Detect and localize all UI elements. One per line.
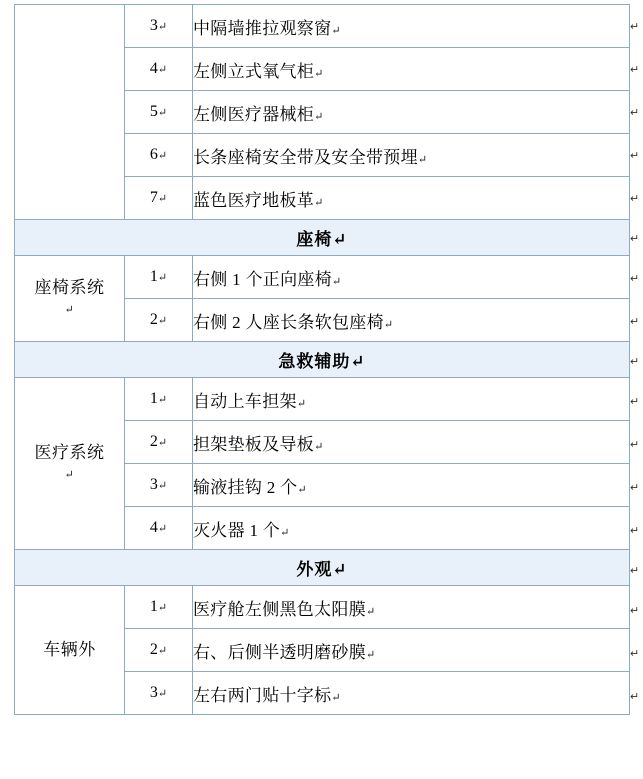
section-header-row: [15, 220, 630, 256]
section-title: 座椅↵: [15, 220, 630, 256]
paragraph-mark-icon: ↵: [331, 691, 341, 704]
item-number: 2↵: [125, 421, 193, 464]
paragraph-mark-icon: ↵: [314, 196, 324, 209]
item-text: 担架垫板及导板↵: [193, 421, 630, 464]
paragraph-mark-icon: ↵: [630, 691, 640, 703]
paragraph-mark-icon: ↵: [157, 437, 168, 449]
paragraph-mark-icon: ↵: [630, 482, 640, 494]
category-cell-continued: [15, 5, 125, 220]
paragraph-mark-icon: ↵: [417, 153, 428, 166]
section-title: 急救辅助↵: [15, 342, 630, 378]
item-number: 2↵: [125, 629, 193, 672]
item-number: 5↵: [125, 91, 193, 134]
paragraph-mark-icon: ↵: [297, 483, 307, 496]
paragraph-mark-icon: ↵: [366, 648, 376, 661]
paragraph-mark-icon: ↵: [314, 67, 324, 80]
category-cell-vehicle-exterior: 车辆外: [15, 586, 125, 715]
paragraph-mark-icon: ↵: [157, 193, 168, 205]
paragraph-mark-icon: ↵: [157, 107, 168, 119]
paragraph-mark-icon: ↵: [630, 64, 640, 76]
item-text: 灭火器 1 个↵: [193, 507, 630, 550]
table-row: [15, 586, 630, 629]
item-number: 1↵: [125, 586, 193, 629]
item-text: 右、后侧半透明磨砂膜↵: [193, 629, 630, 672]
item-text: 自动上车担架↵: [193, 378, 630, 421]
item-number: 6↵: [125, 134, 193, 177]
paragraph-mark-icon: ↵: [157, 272, 168, 284]
paragraph-mark-icon: ↵: [630, 396, 640, 408]
table-row: [15, 378, 630, 421]
paragraph-mark-icon: ↵: [630, 316, 640, 328]
paragraph-mark-icon: ↵: [157, 21, 168, 33]
specification-table: [14, 4, 630, 715]
paragraph-mark-icon: ↵: [366, 605, 376, 618]
paragraph-mark-icon: ↵: [280, 526, 290, 539]
item-number: 1↵: [125, 378, 193, 421]
paragraph-mark-icon: ↵: [157, 315, 168, 327]
paragraph-mark-icon: ↵: [157, 602, 168, 614]
item-text: 蓝色医疗地板革↵: [193, 177, 630, 220]
paragraph-mark-icon: ↵: [314, 110, 324, 123]
item-text: 左侧医疗器械柜↵: [193, 91, 630, 134]
paragraph-mark-icon: ↵: [64, 468, 75, 481]
line-end-marks: [630, 4, 642, 779]
item-number: 3↵: [125, 5, 193, 48]
paragraph-mark-icon: ↵: [630, 150, 640, 162]
paragraph-mark-icon: ↵: [630, 356, 640, 368]
item-number: 3↵: [125, 464, 193, 507]
item-number: 2↵: [125, 299, 193, 342]
section-header-row: [15, 342, 630, 378]
paragraph-mark-icon: ↵: [64, 303, 75, 316]
paragraph-mark-icon: ↵: [332, 275, 342, 288]
paragraph-mark-icon: ↵: [630, 439, 640, 451]
paragraph-mark-icon: ↵: [157, 480, 168, 492]
paragraph-mark-icon: ↵: [383, 318, 394, 331]
item-text: 医疗舱左侧黑色太阳膜↵: [193, 586, 630, 629]
item-number: 4↵: [125, 507, 193, 550]
item-text: 输液挂钩 2 个↵: [193, 464, 630, 507]
paragraph-mark-icon: ↵: [331, 24, 341, 37]
paragraph-mark-icon: ↵: [630, 21, 640, 33]
paragraph-mark-icon: ↵: [630, 193, 640, 205]
paragraph-mark-icon: ↵: [630, 233, 640, 245]
item-text: 左右两门贴十字标↵: [193, 672, 630, 715]
item-text: 长条座椅安全带及安全带预埋↵: [193, 134, 630, 177]
item-number: 1↵: [125, 256, 193, 299]
paragraph-mark-icon: ↵: [314, 440, 324, 453]
paragraph-mark-icon: ↵: [630, 605, 640, 617]
item-number: 7↵: [125, 177, 193, 220]
paragraph-mark-icon: ↵: [630, 525, 640, 537]
category-cell-medical-system: 医疗系统 ↵: [15, 378, 125, 550]
table-body: [15, 5, 630, 715]
paragraph-mark-icon: ↵: [157, 688, 168, 700]
item-text: 右侧 1 个正向座椅↵: [193, 256, 630, 299]
paragraph-mark-icon: ↵: [350, 352, 366, 371]
paragraph-mark-icon: ↵: [157, 645, 168, 657]
paragraph-mark-icon: ↵: [332, 560, 348, 579]
section-header-row: [15, 550, 630, 586]
item-number: 4↵: [125, 48, 193, 91]
table-row: [15, 256, 630, 299]
paragraph-mark-icon: ↵: [630, 565, 640, 577]
item-text: 右侧 2 人座长条软包座椅↵: [193, 299, 630, 342]
paragraph-mark-icon: ↵: [157, 394, 168, 406]
item-text: 中隔墙推拉观察窗↵: [193, 5, 630, 48]
paragraph-mark-icon: ↵: [157, 150, 168, 162]
section-title: 外观↵: [15, 550, 630, 586]
paragraph-mark-icon: ↵: [630, 273, 640, 285]
paragraph-mark-icon: ↵: [157, 64, 168, 76]
paragraph-mark-icon: ↵: [630, 107, 640, 119]
paragraph-mark-icon: ↵: [157, 523, 168, 535]
item-number: 3↵: [125, 672, 193, 715]
item-text: 左侧立式氧气柜↵: [193, 48, 630, 91]
paragraph-mark-icon: ↵: [630, 648, 640, 660]
paragraph-mark-icon: ↵: [296, 397, 307, 410]
table-row: [15, 5, 630, 48]
category-cell-seat-system: 座椅系统 ↵: [15, 256, 125, 342]
paragraph-mark-icon: ↵: [332, 230, 348, 249]
